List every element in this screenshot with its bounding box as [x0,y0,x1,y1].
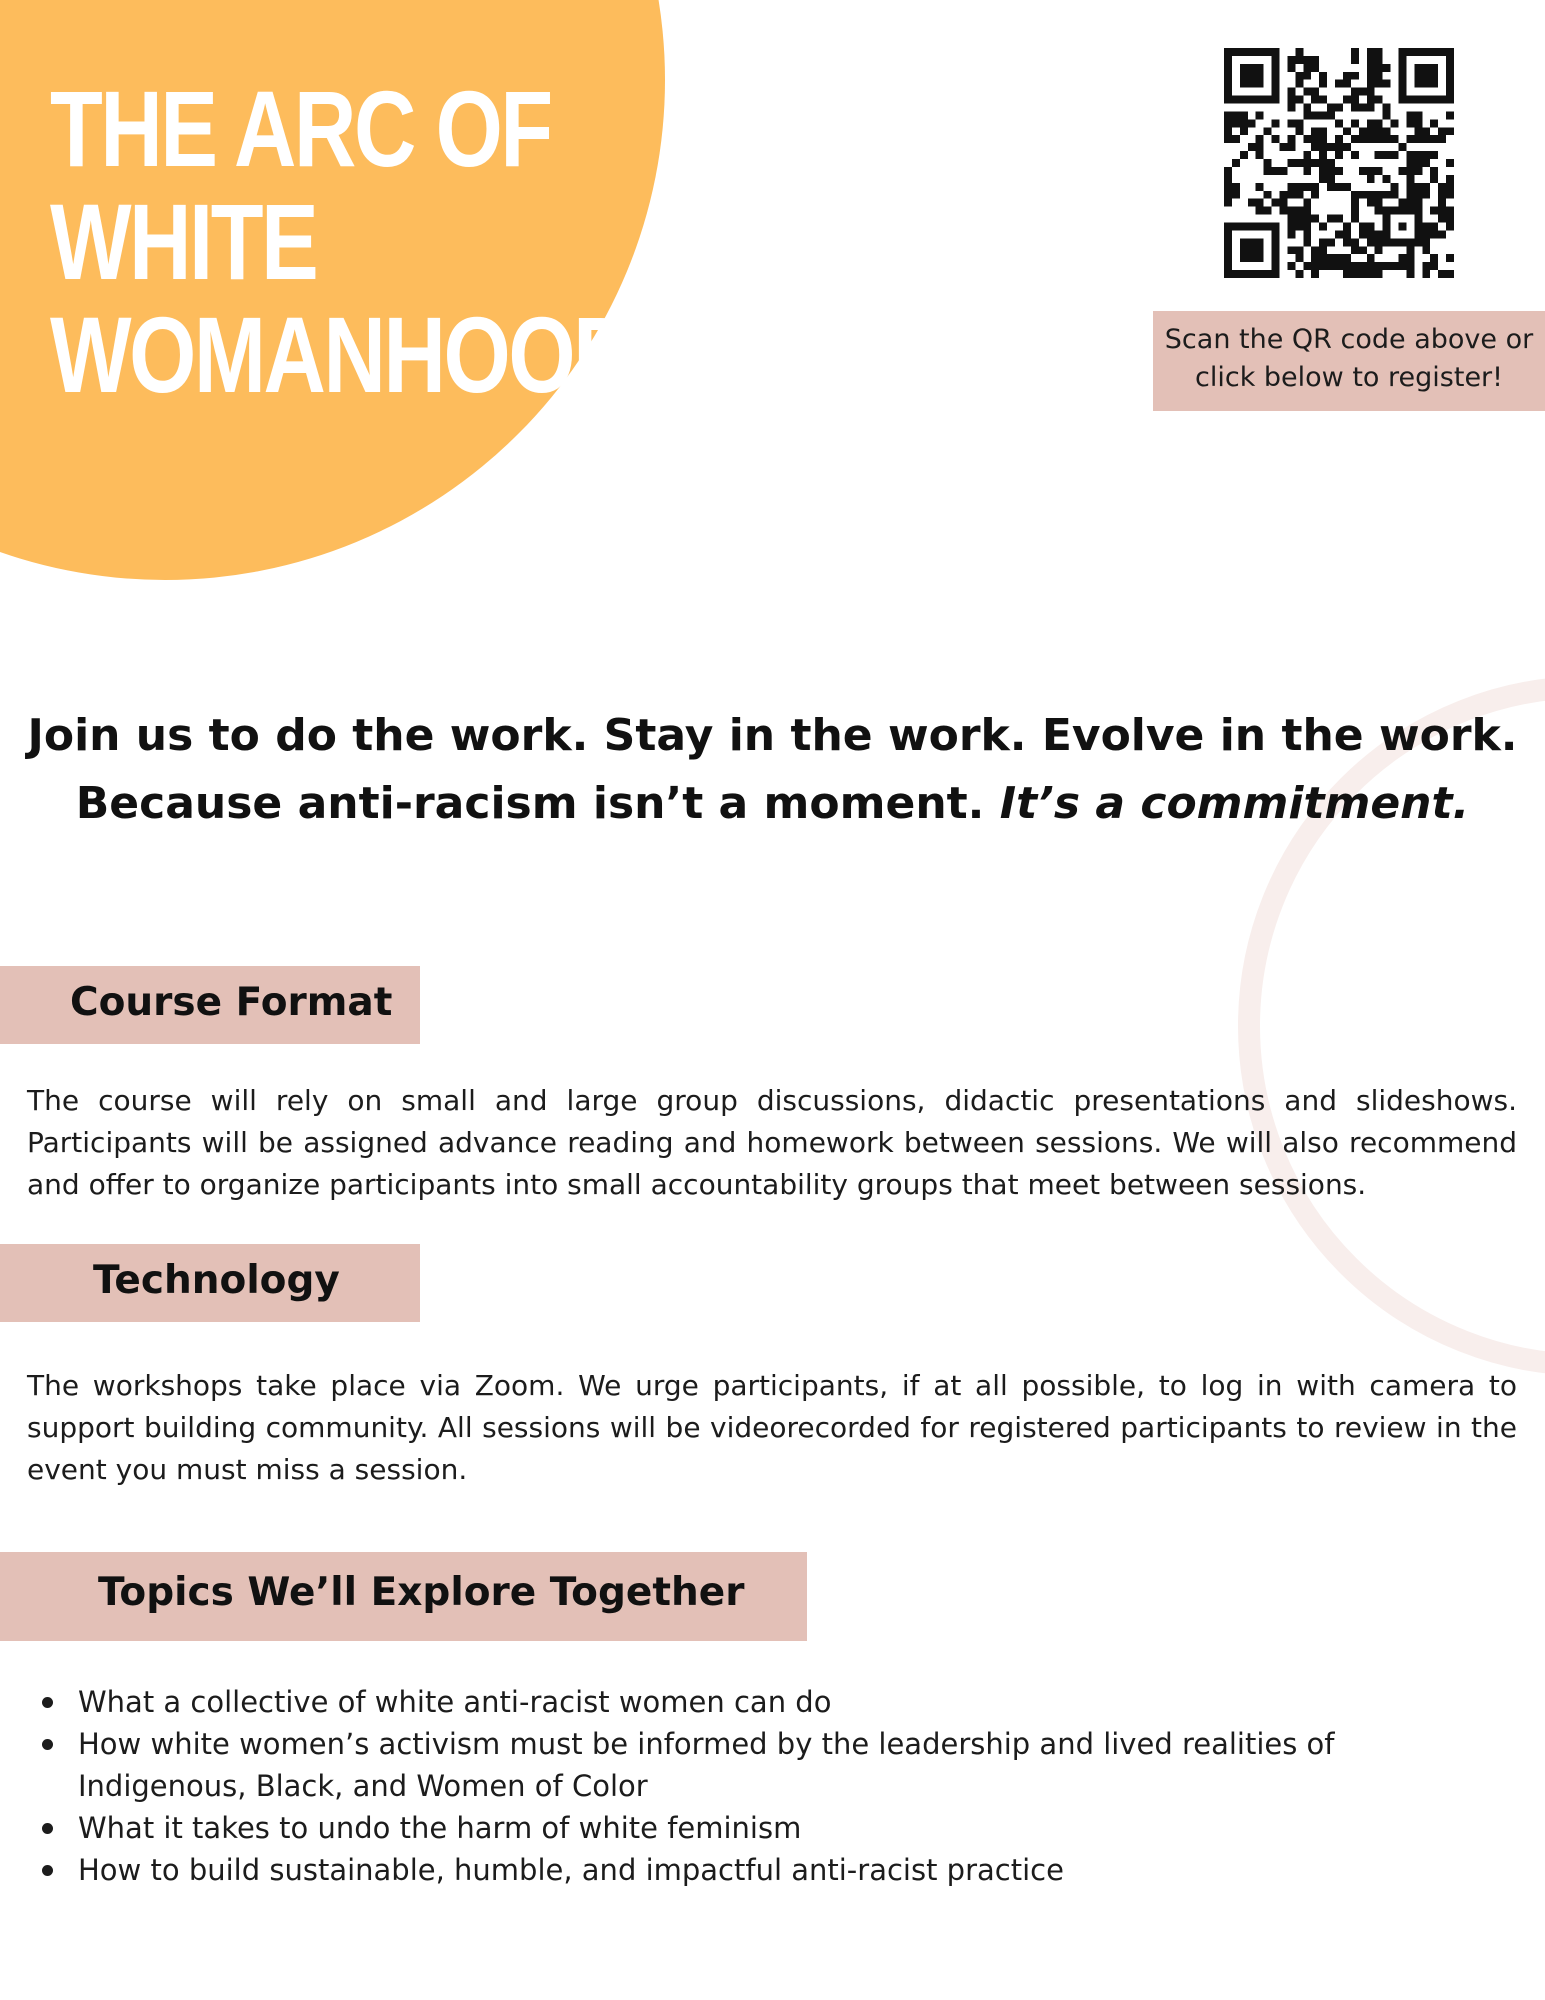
tagline-emphasis: It’s a commitment. [999,778,1470,829]
course-format-heading [0,966,420,1044]
section-heading-text: Topics We’ll Explore Together [98,1570,745,1615]
technology-text: The workshops take place via Zoom. We urge participants, if at all possible, to log in with camera to support building community. All sessions will be videorecorded for registered participants to review in the event you must miss a session. [27,1369,1517,1486]
topic-item [78,1723,1498,1807]
flyer-title [50,68,634,415]
register-instructions-line: Scan the QR code above or [1164,324,1534,355]
tagline-line-2: Because anti-racism isn’t a moment. [75,778,985,829]
technology-heading [0,1244,420,1322]
tagline [0,702,1545,838]
topic-item [78,1807,1498,1849]
title-line: WOMANHOOD [50,294,634,415]
register-instructions-line: click below to register! [1195,362,1503,393]
course-format-text: The course will rely on small and large group discussions, didactic presentations and slideshows. Participants will be assigned advance reading and homework between sessions. We will also recommend and offer to organize participants into small accountability groups that meet between sessions. [27,1084,1517,1201]
bullet-icon [42,1739,53,1750]
section-heading-text: Course Format [70,980,393,1025]
topic-item [78,1681,1498,1723]
tagline-line-1: Join us to do the work. Stay in the work. Evolve in the work. [27,710,1518,761]
bullet-icon [42,1865,53,1876]
topic-item [78,1849,1498,1891]
topic-text: How white women’s activism must be informed by the leadership and lived realities of Indigenous, Black, and Women of Color [78,1727,1335,1803]
topics-list [78,1681,1498,1891]
topic-text: What a collective of white anti-racist women can do [78,1685,832,1719]
bullet-icon [42,1697,53,1708]
title-line: WHITE [50,181,317,302]
qr-code-icon[interactable] [1224,48,1454,278]
title-line: THE ARC OF [50,68,551,189]
qr-code-graphic [1224,48,1454,278]
register-instructions[interactable] [1153,311,1545,411]
bullet-icon [42,1823,53,1834]
topic-text: What it takes to undo the harm of white feminism [78,1811,802,1845]
topics-heading [0,1552,807,1641]
section-heading-text: Technology [93,1258,340,1303]
topic-text: How to build sustainable, humble, and impactful anti-racist practice [78,1853,1064,1887]
